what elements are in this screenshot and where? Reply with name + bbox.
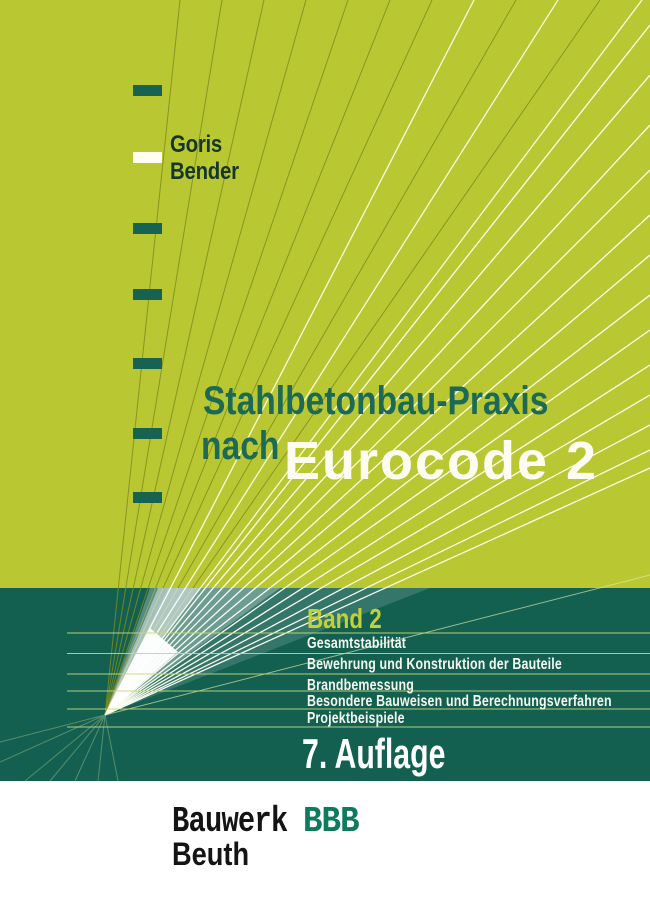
- dash-mark: [133, 428, 162, 439]
- band-topic: Besondere Bauweisen und Berechnungsverfahren: [307, 693, 612, 710]
- dash-mark: [133, 223, 162, 234]
- author-goris: Goris: [170, 131, 223, 158]
- band-number-label: Band 2: [307, 603, 382, 634]
- title-eurocode: Eurocode 2: [284, 431, 599, 491]
- band-topic: Projektbeispiele: [307, 710, 405, 727]
- bbb-series-logo: BBB: [303, 801, 359, 842]
- dash-mark: [133, 358, 162, 369]
- bauwerk-logo: Bauwerk: [172, 801, 288, 842]
- dash-mark: [133, 289, 162, 300]
- author-bender: Bender: [170, 158, 239, 185]
- edition-label: 7. Auflage: [302, 730, 446, 777]
- dash-mark-white: [133, 152, 162, 163]
- band-topic: Gesamtstabilität: [307, 635, 407, 652]
- beuth-logo: Beuth: [172, 836, 250, 872]
- band-topic: Brandbemessung: [307, 677, 414, 694]
- dash-mark: [133, 85, 162, 96]
- title-line2-prefix: nach: [201, 424, 280, 468]
- band-topic: Bewehrung und Konstruktion der Bauteile: [307, 656, 562, 673]
- dash-mark: [133, 492, 162, 503]
- title-line1: Stahlbetonbau-Praxis: [203, 379, 549, 423]
